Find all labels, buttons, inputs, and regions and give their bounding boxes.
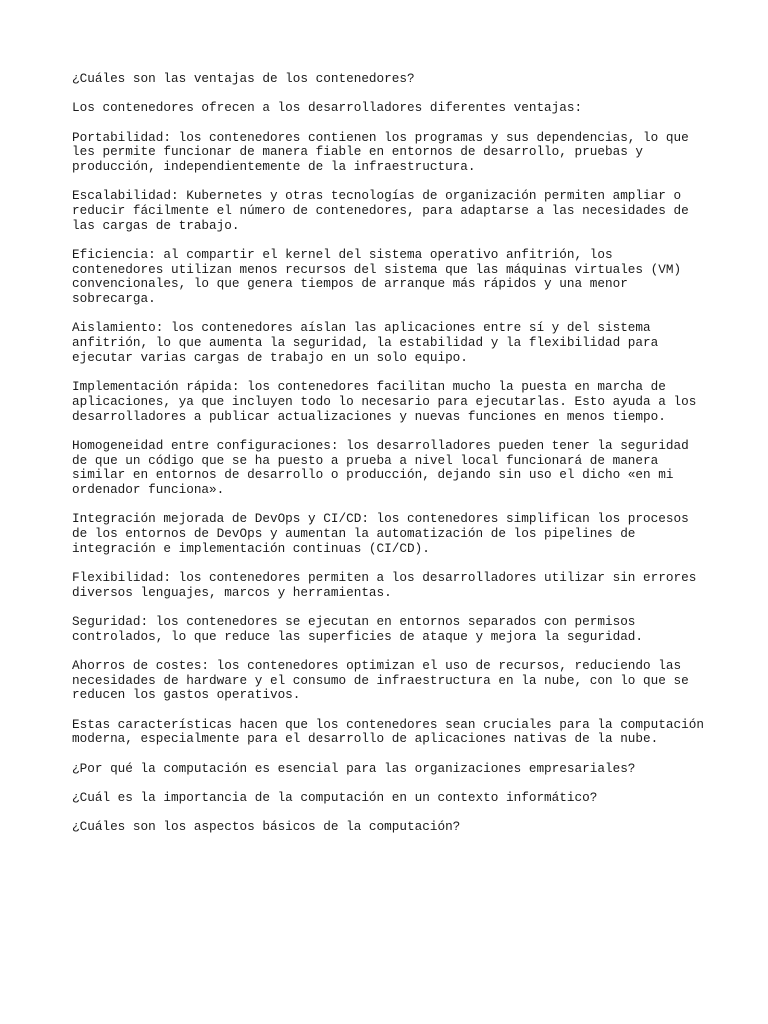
paragraph-aislamiento: Aislamiento: los contenedores aíslan las aplicaciones entre sí y del sistema anfitrión, lo que aumenta la seguridad, la estabilidad y la flexibilidad para ejecutar varias cargas de trabajo en un solo equipo. <box>72 320 659 365</box>
paragraph-flexibilidad: Flexibilidad: los contenedores permiten a los desarrolladores utilizar sin errores diversos lenguajes, marcos y herramientas. <box>72 569 697 600</box>
heading-question: ¿Cuáles son las ventajas de los contenedores? <box>72 71 415 86</box>
paragraph-escalabilidad: Escalabilidad: Kubernetes y otras tecnologías de organización permiten ampliar o reducir fácilmente el número de contenedores, para adaptarse a las necesidades de las cargas de trabajo. <box>72 188 689 233</box>
paragraph-implementacion: Implementación rápida: los contenedores facilitan mucho la puesta en marcha de aplicaciones, ya que incluyen todo lo necesario para ejecutarlas. Esto ayuda a los desarrolladores a publicar actualizaciones y nuevas funciones en menos tiempo. <box>72 379 697 424</box>
question-aspectos: ¿Cuáles son los aspectos básicos de la computación? <box>72 819 461 835</box>
question-importancia: ¿Cuál es la importancia de la computación en un contexto informático? <box>72 789 598 805</box>
paragraph-ahorros: Ahorros de costes: los contenedores optimizan el uso de recursos, reduciendo las necesidades de hardware y el consumo de infraestructura en la nube, con lo que se reducen los gastos operativos. <box>72 657 689 703</box>
paragraph-eficiencia: Eficiencia: al compartir el kernel del sistema operativo anfitrión, los contenedores utilizan menos recursos del sistema que las máquinas virtuales (VM) convencionales, lo que genera tiempos de arranque más rápidos y una menor sobrecarga. <box>72 247 682 307</box>
intro-paragraph: Los contenedores ofrecen a los desarrolladores diferentes ventajas: <box>72 100 583 116</box>
paragraph-portabilidad: Portabilidad: los contenedores contienen los programas y sus dependencias, lo que les permite funcionar de manera fiable en entornos de desarrollo, pruebas y producción, independientemente de la infraestructura. <box>72 129 689 174</box>
document-page <box>72 72 712 850</box>
paragraph-homogeneidad: Homogeneidad entre configuraciones: los desarrolladores pueden tener la seguridad de que un código que se ha puesto a prueba a nivel local funcionará de manera similar en entornos de desarrollo o producción, dejando sin uso el dicho «en mi ordenador funciona». <box>72 437 689 497</box>
paragraph-seguridad: Seguridad: los contenedores se ejecutan en entornos separados con permisos controlados, lo que reduce las superficies de ataque y mejora la seguridad. <box>72 613 644 644</box>
paragraph-conclusion: Estas características hacen que los contenedores sean cruciales para la computación moderna, especialmente para el desarrollo de aplicaciones nativas de la nube. <box>72 716 704 747</box>
question-esencial: ¿Por qué la computación es esencial para las organizaciones empresariales? <box>72 760 636 776</box>
paragraph-devops: Integración mejorada de DevOps y CI/CD: los contenedores simplifican los procesos de los entornos de DevOps y aumentan la automatización de los pipelines de integración e implementación continuas (CI/CD). <box>72 511 689 556</box>
